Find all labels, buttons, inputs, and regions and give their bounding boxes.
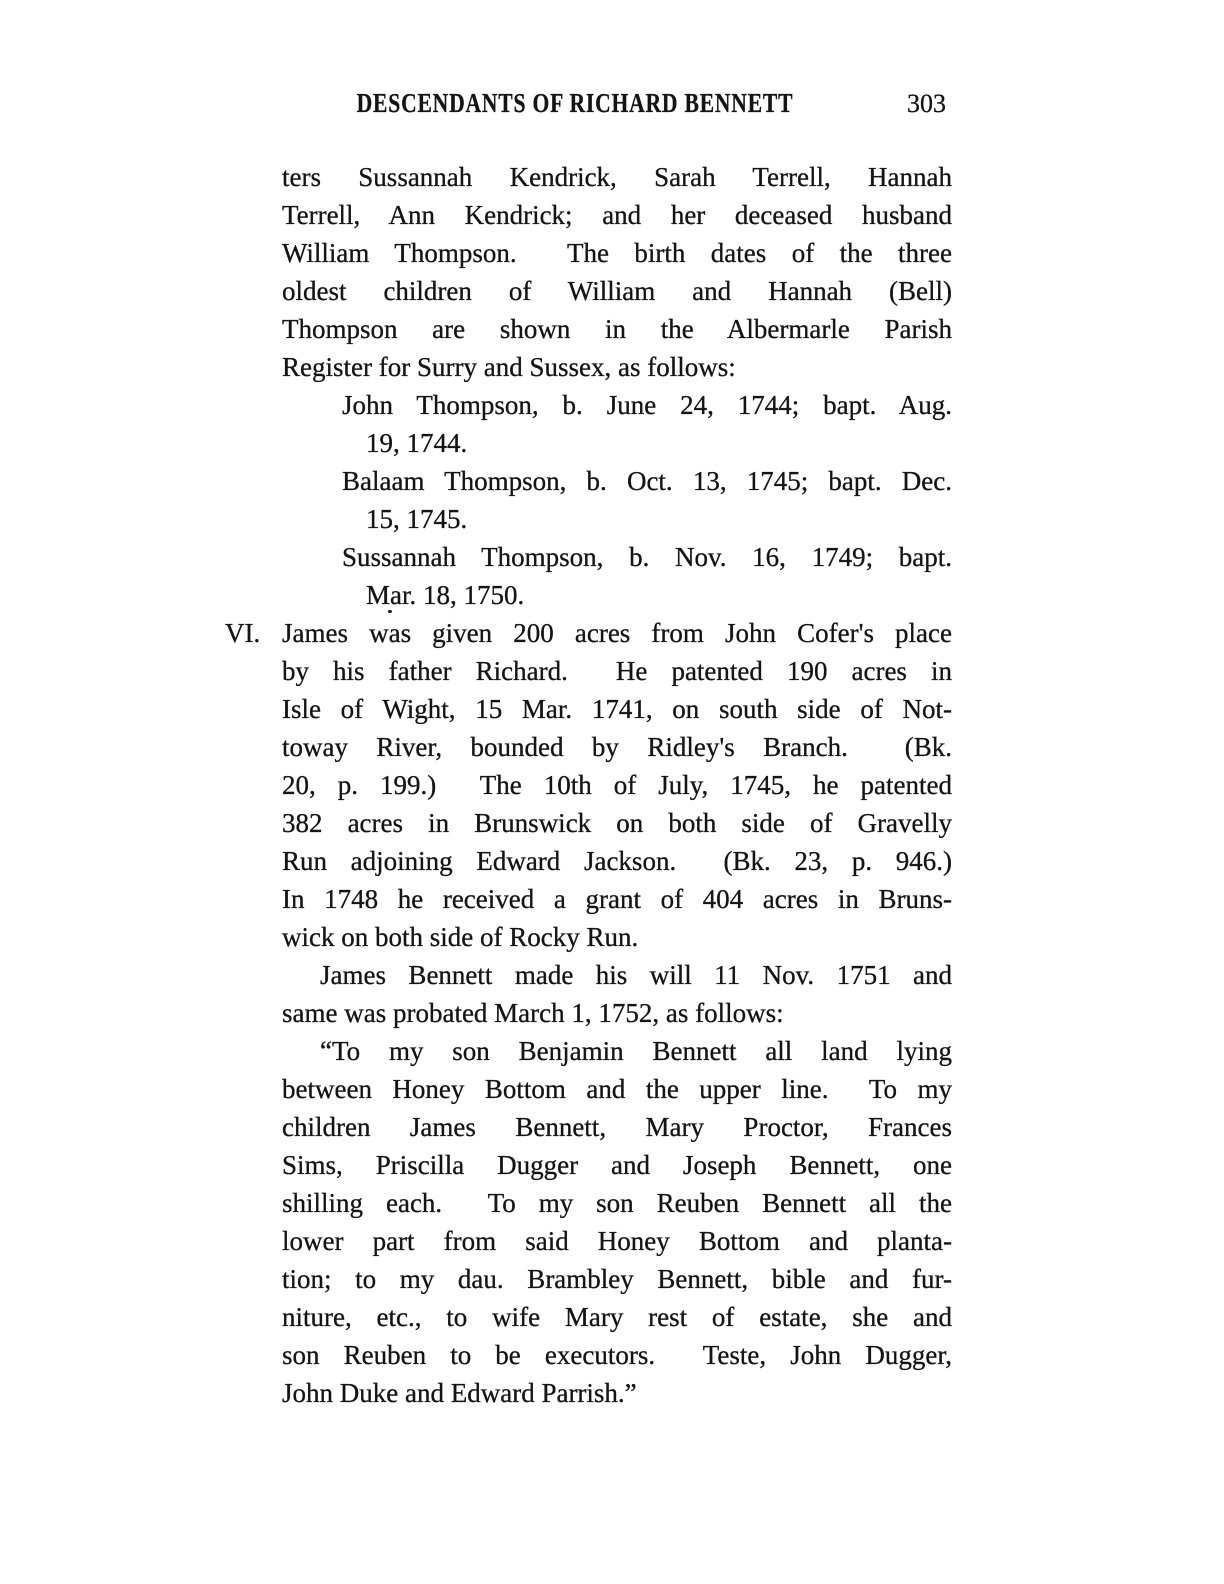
text-line: children James Bennett, Mary Proctor, Frances — [282, 1112, 952, 1142]
register-entry — [282, 386, 952, 462]
text-line: oldest children of William and Hannah (Bell) — [282, 276, 952, 306]
text-line: toway River, bounded by Ridley's Branch. (Bk. — [282, 732, 952, 762]
ink-speck-artifact — [388, 610, 392, 613]
text-line: tion; to my dau. Brambley Bennett, bible and fur- — [282, 1264, 952, 1294]
text-line: between Honey Bottom and the upper line. To my — [282, 1074, 952, 1104]
text-block — [225, 158, 952, 1412]
text-line: same was probated March 1, 1752, as follows: — [282, 998, 784, 1028]
paragraph — [282, 1032, 952, 1412]
text-line: 19, 1744. — [366, 428, 468, 458]
text-line: Balaam Thompson, b. Oct. 13, 1745; bapt. Dec. — [342, 466, 952, 496]
text-line: ters Sussannah Kendrick, Sarah Terrell, Hannah — [282, 162, 952, 192]
text-line: lower part from said Honey Bottom and planta- — [282, 1226, 952, 1256]
text-line: Run adjoining Edward Jackson. (Bk. 23, p. 946.) — [282, 846, 952, 876]
text-line: In 1748 he received a grant of 404 acres in Bruns- — [282, 884, 952, 914]
text-line: John Thompson, b. June 24, 1744; bapt. Aug. — [342, 390, 952, 420]
text-line: niture, etc., to wife Mary rest of estate, she and — [282, 1302, 952, 1332]
text-line: Sims, Priscilla Dugger and Joseph Bennett, one — [282, 1150, 952, 1180]
register-entry — [282, 462, 952, 538]
text-line: Mar. 18, 1750. — [366, 580, 525, 610]
text-line: Isle of Wight, 15 Mar. 1741, on south side of Not- — [282, 694, 952, 724]
text-line: John Duke and Edward Parrish.” — [282, 1378, 637, 1408]
running-title: DESCENDANTS OF RICHARD BENNETT — [356, 88, 794, 118]
text-line: Sussannah Thompson, b. Nov. 16, 1749; bapt. — [342, 542, 952, 572]
page-number: 303 — [907, 89, 946, 118]
text-line: wick on both side of Rocky Run. — [282, 922, 639, 952]
paragraph — [282, 158, 952, 386]
text-line: Terrell, Ann Kendrick; and her deceased husband — [282, 200, 952, 230]
text-line: son Reuben to be executors. Teste, John Dugger, — [282, 1340, 952, 1370]
text-line: 382 acres in Brunswick on both side of Gravelly — [282, 808, 952, 838]
text-line: James Bennett made his will 11 Nov. 1751 and — [320, 960, 952, 990]
text-line: shilling each. To my son Reuben Bennett all the — [282, 1188, 952, 1218]
text-line: 20, p. 199.) The 10th of July, 1745, he patented — [282, 770, 952, 800]
text-line: 15, 1745. — [366, 504, 468, 534]
text-line: Register for Surry and Sussex, as follows: — [282, 352, 736, 382]
register-entry — [282, 538, 952, 614]
text-line: “To my son Benjamin Bennett all land lying — [320, 1036, 952, 1066]
numbered-item — [225, 614, 952, 956]
page-header — [282, 88, 952, 122]
text-line: by his father Richard. He patented 190 acres in — [282, 656, 952, 686]
item-roman-numeral: VI. — [225, 618, 261, 648]
paragraph — [282, 956, 952, 1032]
text-line: William Thompson. The birth dates of the three — [282, 238, 952, 268]
text-line: James was given 200 acres from John Cofer's place — [282, 618, 952, 648]
text-line: Thompson are shown in the Albermarle Parish — [282, 314, 952, 344]
